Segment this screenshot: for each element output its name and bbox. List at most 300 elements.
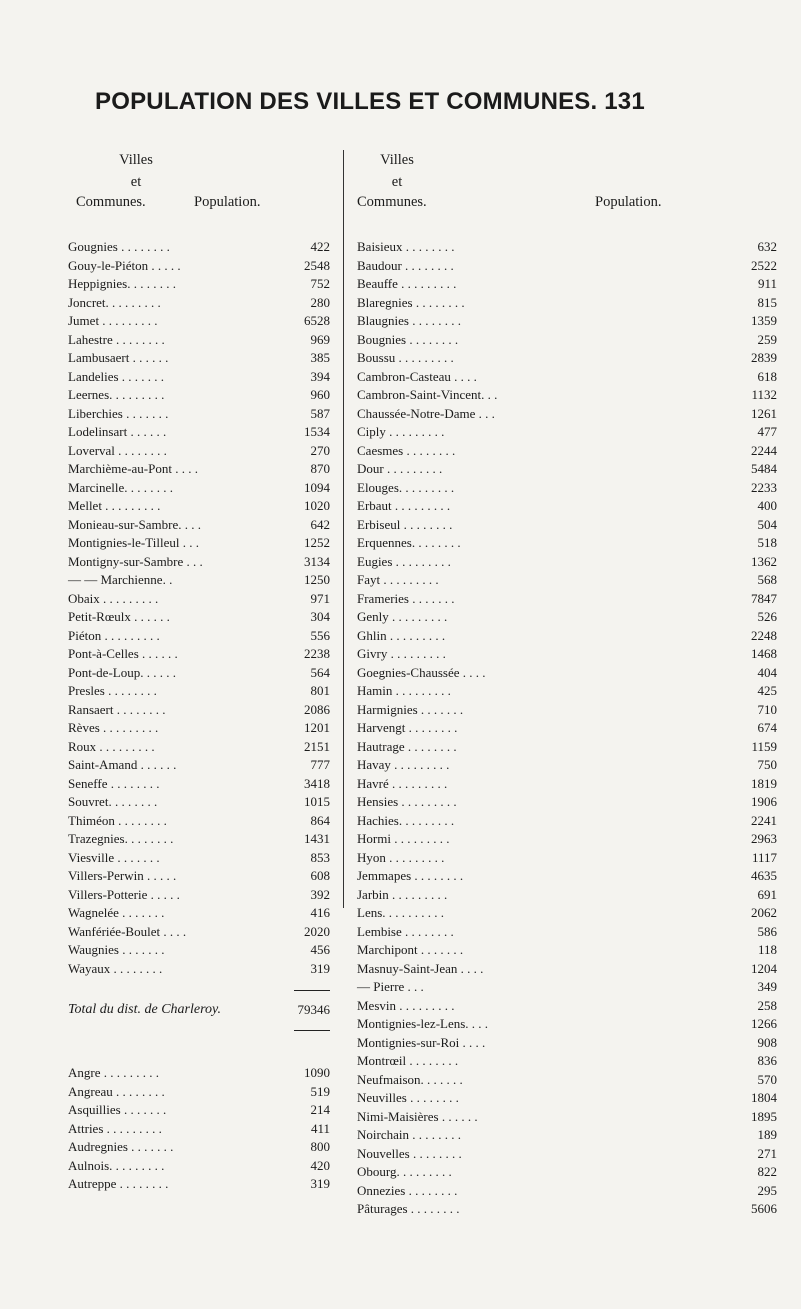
table-row [68,534,330,553]
commune-name: Souvret. . . . . . . . [68,794,158,809]
table-row [357,960,777,979]
table-row [357,941,777,960]
table-row [68,460,330,479]
table-row [68,645,330,664]
commune-name: Gougnies . . . . . . . . [68,239,170,254]
population-value: 2839 [751,350,777,365]
population-value: 570 [757,1071,777,1087]
table-row [68,682,330,701]
commune-name: Montignies-lez-Lens. . . . [357,1016,489,1031]
table-row [357,664,777,683]
population-value: 477 [757,424,777,439]
commune-name: Neuvilles . . . . . . . . [357,1090,459,1105]
table-row [68,960,330,979]
population-value: 504 [757,516,777,532]
table-row [357,553,777,572]
population-value: 815 [757,294,777,310]
population-value: 568 [757,572,777,587]
commune-name: Ghlin . . . . . . . . . [357,627,446,643]
header-et: et [391,174,403,190]
commune-name: Cambron-Saint-Vincent. . . [357,387,498,402]
table-row [68,867,330,886]
table-row [68,1064,330,1083]
population-value: 2233 [751,479,777,495]
commune-name: Lodelinsart . . . . . . [68,424,167,439]
table-row [357,997,777,1016]
commune-name: Monieau-sur-Sambre. . . . [68,516,201,532]
population-value: 5606 [751,1201,777,1216]
population-value: 969 [310,331,330,347]
commune-name: Jumet . . . . . . . . . [68,313,158,328]
commune-name: Villers-Potterie . . . . . [68,886,180,902]
commune-name: Elouges. . . . . . . . . [357,479,455,495]
population-value: 404 [757,664,777,680]
table-row [68,627,330,646]
commune-name: Frameries . . . . . . . [357,590,455,606]
table-row [357,830,777,849]
commune-name: Pont-à-Celles . . . . . . [68,646,178,661]
table-row [357,1163,777,1182]
commune-name: Noirchain . . . . . . . . [357,1127,461,1142]
table-row [357,534,777,553]
commune-name: Bougnies . . . . . . . . [357,331,459,347]
commune-name: Landelies . . . . . . . [68,368,165,384]
commune-name: Hormi . . . . . . . . . [357,831,450,846]
commune-name: Liberchies . . . . . . . [68,405,169,421]
population-value: 425 [757,683,777,698]
commune-name: Montrœil . . . . . . . . [357,1053,459,1068]
table-row [357,719,777,738]
table-row [68,1157,330,1176]
table-row [357,849,777,868]
commune-name: Genly . . . . . . . . . [357,609,448,624]
commune-name: Piéton . . . . . . . . . [68,627,160,643]
table-row [68,608,330,627]
table-row [357,331,777,350]
commune-name: Thiméon . . . . . . . . [68,812,167,828]
population-value: 1819 [751,775,777,791]
table-row [357,1015,777,1034]
commune-name: — Pierre . . . [357,979,424,994]
table-row [68,830,330,849]
table-row [357,904,777,923]
commune-name: Havay . . . . . . . . . [357,757,450,772]
commune-name: Caesmes . . . . . . . . [357,442,456,458]
table-row [68,294,330,313]
table-row [357,1182,777,1201]
population-value: 710 [757,701,777,717]
commune-name: Obourg. . . . . . . . . [357,1164,452,1179]
left-column-header [68,152,330,238]
commune-name: Montignies-le-Tilleul . . . [68,535,199,550]
commune-name: Ciply . . . . . . . . . [357,424,445,439]
table-row [357,1108,777,1127]
commune-name: Lens. . . . . . . . . . [357,905,445,920]
total-value: 79346 [297,1002,330,1017]
table-row [68,275,330,294]
table-row [68,405,330,424]
table-row [68,701,330,720]
commune-name: Dour . . . . . . . . . [357,461,443,476]
population-value: 853 [310,849,330,865]
population-value: 1252 [304,535,330,550]
population-value: 587 [310,405,330,421]
table-row [357,1126,777,1145]
table-row [68,664,330,683]
population-value: 3418 [304,775,330,791]
population-value: 118 [757,942,777,957]
commune-name: Neufmaison. . . . . . . [357,1071,463,1087]
table-row [68,1138,330,1157]
table-row [68,368,330,387]
table-row [357,738,777,757]
population-value: 1094 [304,479,330,495]
commune-name: Fayt . . . . . . . . . [357,572,439,587]
table-row [357,460,777,479]
left-rows-mons [68,1064,330,1194]
population-value: 1250 [304,572,330,587]
table-row [68,479,330,498]
commune-name: Harmignies . . . . . . . [357,701,464,717]
population-value: 911 [757,276,777,291]
table-row [357,590,777,609]
table-row [357,1200,777,1219]
population-value: 642 [310,516,330,532]
population-value: 1020 [304,498,330,513]
table-row [357,497,777,516]
population-value: 270 [310,442,330,458]
commune-name: Lembise . . . . . . . . [357,923,454,939]
commune-name: Mellet . . . . . . . . . [68,498,161,513]
commune-name: Asquillies . . . . . . . [68,1102,167,1117]
population-value: 1159 [751,738,777,754]
commune-name: Givry . . . . . . . . . [357,646,446,661]
population-value: 2522 [751,257,777,273]
population-value: 836 [757,1053,777,1068]
total-rule-bottom [294,1030,330,1031]
population-value: 800 [310,1139,330,1154]
population-value: 6528 [304,313,330,328]
table-row [68,1101,330,1120]
table-row [357,257,777,276]
population-value: 411 [310,1120,330,1136]
table-row [68,442,330,461]
population-value: 608 [310,868,330,883]
population-value: 870 [310,461,330,476]
table-row [357,812,777,831]
population-value: 349 [757,979,777,994]
header-population: Population. [595,194,662,210]
population-value: 304 [310,609,330,624]
commune-name: Angre . . . . . . . . . [68,1065,159,1080]
commune-name: Pâturages . . . . . . . . [357,1201,460,1216]
commune-name: Montigny-sur-Sambre . . . [68,553,203,569]
commune-name: Saint-Amand . . . . . . [68,757,177,772]
right-rows [357,238,777,1219]
population-value: 1431 [304,831,330,846]
table-row [357,1071,777,1090]
population-value: 1359 [751,313,777,328]
population-value: 618 [757,368,777,384]
population-value: 295 [757,1182,777,1198]
population-value: 319 [310,1176,330,1191]
commune-name: Hyon . . . . . . . . . [357,849,445,865]
population-value: 519 [310,1083,330,1099]
table-row [357,701,777,720]
commune-name: Pont-de-Loup. . . . . . [68,664,176,680]
commune-name: — — Marchienne. . [68,572,173,587]
population-value: 416 [310,905,330,920]
header-communes: Communes. [76,194,146,210]
table-row [68,331,330,350]
total-rule-top [294,990,330,991]
population-value: 2248 [751,627,777,643]
commune-name: Trazegnies. . . . . . . . [68,831,174,846]
commune-name: Nouvelles . . . . . . . . [357,1145,462,1161]
population-value: 1201 [304,720,330,735]
commune-name: Presles . . . . . . . . [68,683,157,698]
table-row [68,312,330,331]
population-value: 2062 [751,905,777,920]
commune-name: Baisieux . . . . . . . . [357,239,455,254]
population-value: 691 [757,886,777,902]
header-population: Population. [194,194,261,210]
commune-name: Rèves . . . . . . . . . [68,720,159,735]
population-value: 1534 [304,424,330,439]
population-value: 2238 [304,646,330,661]
table-row [68,756,330,775]
population-value: 214 [310,1102,330,1117]
commune-name: Blaugnies . . . . . . . . [357,313,461,328]
population-value: 1015 [304,794,330,809]
commune-name: Audregnies . . . . . . . [68,1139,174,1154]
table-row [68,923,330,942]
population-value: 526 [757,609,777,624]
commune-name: Attries . . . . . . . . . [68,1120,162,1136]
commune-name: Petit-Rœulx . . . . . . [68,609,170,624]
population-value: 586 [757,923,777,939]
table-row [357,682,777,701]
column-divider [343,150,344,908]
table-row [68,590,330,609]
population-value: 2151 [304,738,330,754]
commune-name: Jarbin . . . . . . . . . [357,886,448,902]
population-value: 908 [757,1034,777,1050]
commune-name: Onnezies . . . . . . . . [357,1182,458,1198]
commune-name: Seneffe . . . . . . . . [68,775,160,791]
population-value: 564 [310,664,330,680]
table-row [68,497,330,516]
total-label: Total du dist. de Charleroy. [68,1002,221,1017]
table-row [68,423,330,442]
table-row [357,275,777,294]
population-value: 1117 [751,849,777,865]
commune-name: Ransaert . . . . . . . . [68,701,166,717]
commune-name: Erbiseul . . . . . . . . [357,516,453,532]
table-row [357,1089,777,1108]
table-row [357,867,777,886]
commune-name: Lahestre . . . . . . . . [68,331,165,347]
commune-name: Beauffe . . . . . . . . . [357,276,457,291]
population-value: 280 [310,294,330,310]
right-column-header [357,152,777,238]
population-value: 518 [757,535,777,550]
table-row [68,812,330,831]
table-row [68,738,330,757]
table-row [357,1034,777,1053]
commune-name: Erbaut . . . . . . . . . [357,498,451,513]
table-row [68,904,330,923]
table-row [68,793,330,812]
commune-name: Aulnois. . . . . . . . . [68,1157,165,1173]
commune-name: Blaregnies . . . . . . . . [357,294,465,310]
commune-name: Waugnies . . . . . . . [68,942,165,957]
commune-name: Wagnelée . . . . . . . [68,905,165,920]
commune-name: Jemmapes . . . . . . . . [357,868,464,883]
population-value: 960 [310,387,330,402]
commune-name: Baudour . . . . . . . . [357,257,454,273]
population-value: 864 [310,812,330,828]
table-row [357,756,777,775]
table-row [68,1120,330,1139]
commune-name: Lambusaert . . . . . . [68,350,169,365]
population-value: 1804 [751,1090,777,1105]
table-row [68,516,330,535]
population-value: 422 [310,239,330,254]
table-row [357,386,777,405]
population-value: 750 [757,757,777,772]
header-communes: Communes. [357,194,427,210]
left-rows [68,238,330,978]
population-value: 971 [310,590,330,606]
commune-name: Angreau . . . . . . . . [68,1083,165,1099]
table-row [357,349,777,368]
table-row [68,571,330,590]
table-row [357,793,777,812]
commune-name: Viesville . . . . . . . [68,849,160,865]
commune-name: Leernes. . . . . . . . . [68,387,165,402]
table-row [68,775,330,794]
population-value: 319 [310,960,330,976]
population-value: 822 [757,1164,777,1179]
population-value: 456 [310,942,330,957]
commune-name: Chaussée-Notre-Dame . . . [357,405,495,421]
header-et: et [130,174,142,190]
table-row [68,238,330,257]
commune-name: Hachies. . . . . . . . . [357,812,455,828]
table-row [357,886,777,905]
table-row [357,923,777,942]
commune-name: Erquennes. . . . . . . . [357,535,461,550]
table-row [68,1175,330,1194]
right-column [357,152,777,1219]
page-title: POPULATION DES VILLES ET COMMUNES. 131 [95,88,645,115]
commune-name: Mesvin . . . . . . . . . [357,997,455,1013]
population-value: 1895 [751,1108,777,1124]
commune-name: Marchième-au-Pont . . . . [68,461,198,476]
commune-name: Wayaux . . . . . . . . [68,960,163,976]
population-value: 1132 [751,387,777,402]
commune-name: Hensies . . . . . . . . . [357,794,457,809]
population-value: 5484 [751,461,777,476]
table-row [357,645,777,664]
commune-name: Autreppe . . . . . . . . [68,1176,169,1191]
header-villes: Villes [380,152,414,168]
table-row [357,608,777,627]
commune-name: Loverval . . . . . . . . [68,442,167,458]
population-value: 2086 [304,701,330,717]
population-value: 189 [757,1127,777,1142]
commune-name: Villers-Perwin . . . . . [68,868,177,883]
population-value: 2548 [304,257,330,273]
commune-name: Heppignies. . . . . . . . [68,276,176,291]
commune-name: Marchipont . . . . . . . [357,942,464,957]
commune-name: Harvengt . . . . . . . . [357,720,458,735]
commune-name: Marcinelle. . . . . . . . [68,479,174,495]
population-value: 2241 [751,812,777,828]
population-value: 556 [310,627,330,643]
commune-name: Boussu . . . . . . . . . [357,350,454,365]
population-value: 1261 [751,405,777,421]
commune-name: Masnuy-Saint-Jean . . . . [357,960,484,976]
population-value: 2020 [304,923,330,939]
table-row [357,442,777,461]
table-row [357,294,777,313]
population-value: 1090 [304,1065,330,1080]
commune-name: Obaix . . . . . . . . . [68,590,159,606]
table-row [357,368,777,387]
table-row [357,405,777,424]
population-value: 258 [757,997,777,1013]
table-row [357,479,777,498]
population-value: 777 [310,757,330,772]
left-column [68,152,330,1194]
commune-name: Hamin . . . . . . . . . [357,683,451,698]
table-row [357,423,777,442]
table-row [357,978,777,997]
table-row [357,312,777,331]
commune-name: Gouy-le-Piéton . . . . . [68,257,181,273]
district-total [68,1002,330,1032]
commune-name: Wanfériée-Boulet . . . . [68,923,187,939]
table-row [68,719,330,738]
table-row [68,386,330,405]
table-row [357,1052,777,1071]
commune-name: Nimi-Maisières . . . . . . [357,1108,478,1124]
population-value: 394 [310,368,330,384]
population-value: 4635 [751,868,777,883]
population-value: 674 [757,720,777,735]
header-villes: Villes [119,152,153,168]
commune-name: Havré . . . . . . . . . [357,775,448,791]
population-value: 1906 [751,794,777,809]
commune-name: Hautrage . . . . . . . . [357,738,457,754]
commune-name: Eugies . . . . . . . . . [357,553,451,569]
table-row [68,941,330,960]
population-value: 801 [310,683,330,698]
population-value: 752 [310,276,330,291]
population-value: 420 [310,1157,330,1173]
commune-name: Joncret. . . . . . . . . [68,294,161,310]
table-row [357,627,777,646]
table-row [357,571,777,590]
commune-name: Cambron-Casteau . . . . [357,368,477,384]
population-value: 1362 [751,553,777,569]
commune-name: Roux . . . . . . . . . [68,738,155,754]
population-value: 392 [310,886,330,902]
population-value: 632 [757,239,777,254]
population-value: 2244 [751,442,777,458]
